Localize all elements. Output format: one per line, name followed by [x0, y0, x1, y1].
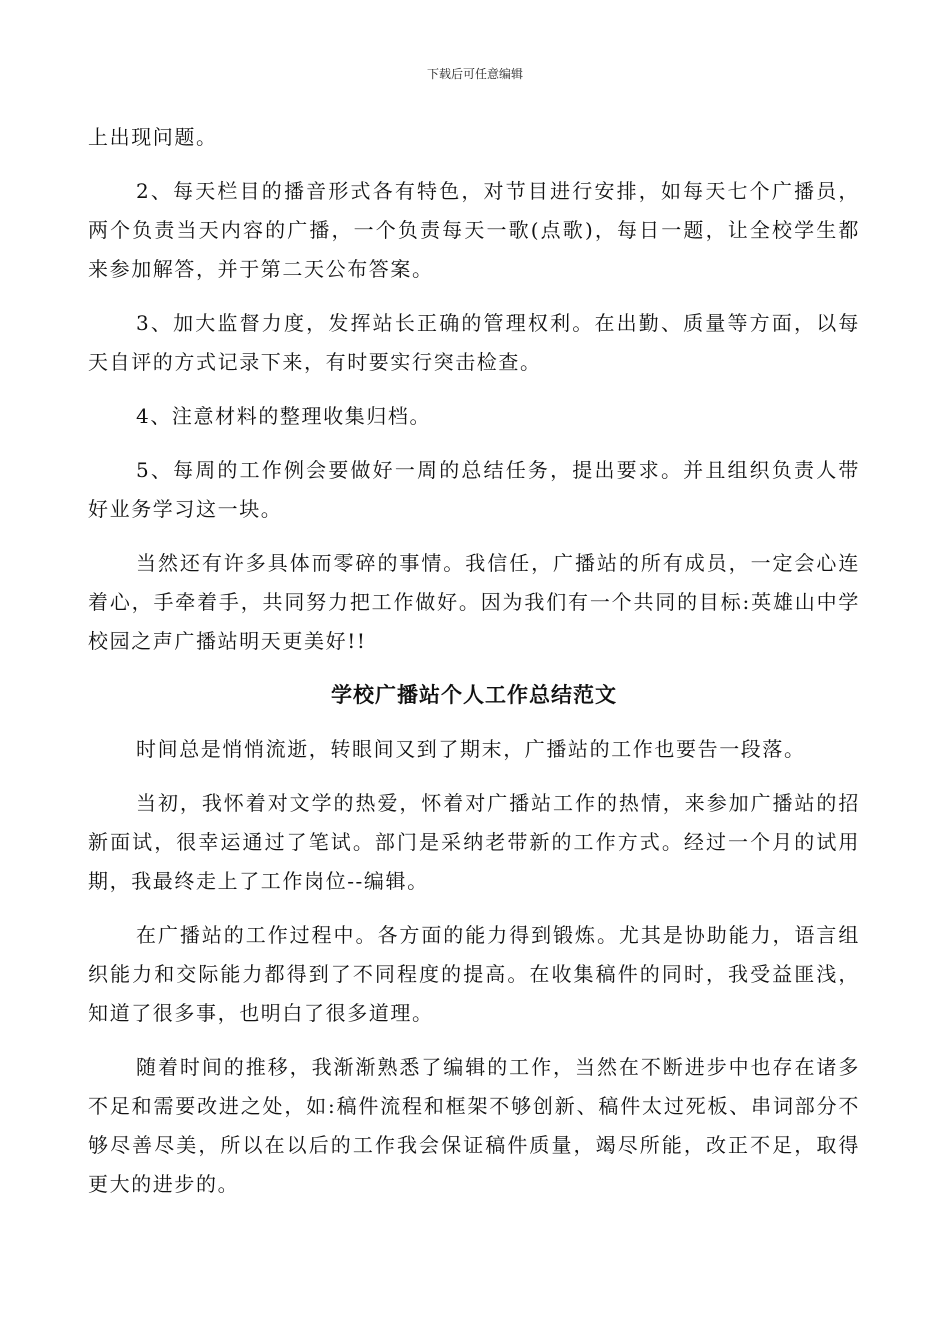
- paragraph-growth: 在广播站的工作过程中。各方面的能力得到锻炼。尤其是协助能力，语言组织能力和交际能力都得到了不同程度的提高。在收集稿件的同时，我受益匪浅，知道了很多事，也明白了很多道理。: [88, 923, 860, 1025]
- page-header-note: 下载后可任意编辑: [426, 67, 523, 81]
- paragraph-intro: 时间总是悄悄流逝，转眼间又到了期末，广播站的工作也要告一段落。: [136, 737, 806, 761]
- paragraph-item-2: 2、每天栏目的播音形式各有特色，对节目进行安排，如每天七个广播员，两个负责当天内容的广播，一个负责每天一歌(点歌)，每日一题，让全校学生都来参加解答，并于第二天公布答案。: [88, 179, 860, 281]
- section-title: 学校广播站个人工作总结范文: [331, 683, 617, 707]
- paragraph-item-4: 4、注意材料的整理收集归档。: [136, 404, 432, 428]
- paragraph-reflection: 随着时间的推移，我渐渐熟悉了编辑的工作，当然在不断进步中也存在诸多不足和需要改进之处，如:稿件流程和框架不够创新、稿件太过死板、串词部分不够尽善尽美，所以在以后的工作我会保证稿件质量，竭尽所能，改正不足，取得更大的进步的。: [88, 1055, 860, 1196]
- paragraph-continuation: 上出现问题。: [88, 125, 218, 149]
- paragraph-item-5: 5、每周的工作例会要做好一周的总结任务，提出要求。并且组织负责人带好业务学习这一块。: [88, 458, 860, 521]
- paragraph-beginning: 当初，我怀着对文学的热爱，怀着对广播站工作的热情，来参加广播站的招新面试，很幸运通过了笔试。部门是采纳老带新的工作方式。经过一个月的试用期，我最终走上了工作岗位--编辑。: [88, 791, 860, 893]
- document-body: [88, 118, 860, 1219]
- paragraph-item-3: 3、加大监督力度，发挥站长正确的管理权利。在出勤、质量等方面，以每天自评的方式记录下来，有时要实行突击检查。: [88, 311, 860, 374]
- paragraph-closing: 当然还有许多具体而零碎的事情。我信任，广播站的所有成员，一定会心连着心，手牵着手，共同努力把工作做好。因为我们有一个共同的目标:英雄山中学校园之声广播站明天更美好!!: [88, 551, 860, 653]
